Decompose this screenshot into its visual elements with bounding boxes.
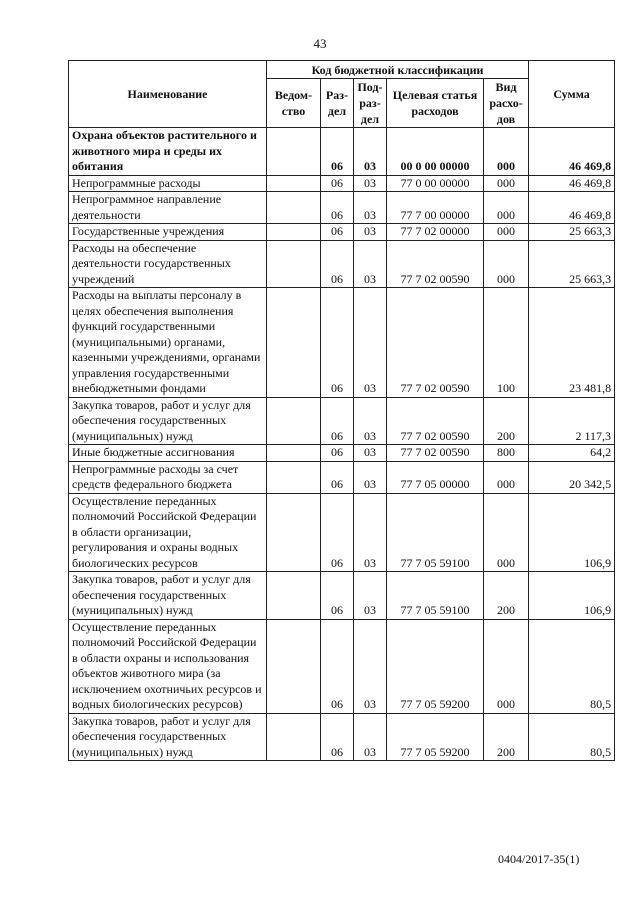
row-razdel: 06 — [321, 461, 354, 493]
header-sum: Сумма — [529, 61, 615, 128]
row-razdel: 06 — [321, 445, 354, 462]
row-name: Осуществление переданных полномочий Российской Федерации в области организации, регулирования и охраны водных биологических ресурсов — [69, 493, 267, 572]
row-name: Непрограммное направление деятельности — [69, 192, 267, 224]
row-podrazdel: 03 — [354, 175, 387, 192]
table-row — [69, 572, 615, 620]
row-razdel: 06 — [321, 397, 354, 445]
row-name: Закупка товаров, работ и услуг для обеспечения государственных (муниципальных) нужд — [69, 397, 267, 445]
row-vid: 000 — [484, 619, 529, 713]
header-vedomstvo: Ведом-ство — [267, 79, 321, 128]
row-razdel: 06 — [321, 619, 354, 713]
row-razdel: 06 — [321, 128, 354, 176]
row-sum: 2 117,3 — [529, 397, 615, 445]
row-podrazdel: 03 — [354, 461, 387, 493]
row-vedomstvo — [267, 461, 321, 493]
row-vedomstvo — [267, 572, 321, 620]
row-target: 77 7 00 00000 — [387, 192, 484, 224]
row-sum: 46 469,8 — [529, 175, 615, 192]
table-row — [69, 128, 615, 176]
row-vid: 200 — [484, 572, 529, 620]
row-target: 77 7 02 00590 — [387, 288, 484, 398]
row-podrazdel: 03 — [354, 288, 387, 398]
table-row — [69, 713, 615, 761]
row-razdel: 06 — [321, 493, 354, 572]
row-sum: 23 481,8 — [529, 288, 615, 398]
row-razdel: 06 — [321, 240, 354, 288]
row-razdel: 06 — [321, 572, 354, 620]
row-podrazdel: 03 — [354, 224, 387, 241]
row-vedomstvo — [267, 713, 321, 761]
row-name: Непрограммные расходы за счет средств федерального бюджета — [69, 461, 267, 493]
table-row — [69, 240, 615, 288]
row-target: 77 7 05 59200 — [387, 619, 484, 713]
row-target: 77 7 02 00000 — [387, 224, 484, 241]
row-vedomstvo — [267, 240, 321, 288]
row-target: 77 7 02 00590 — [387, 445, 484, 462]
row-vid: 100 — [484, 288, 529, 398]
row-podrazdel: 03 — [354, 572, 387, 620]
row-podrazdel: 03 — [354, 713, 387, 761]
row-target: 77 7 05 59200 — [387, 713, 484, 761]
row-name: Государственные учреждения — [69, 224, 267, 241]
row-sum: 80,5 — [529, 713, 615, 761]
page-number: 43 — [313, 36, 327, 51]
row-podrazdel: 03 — [354, 192, 387, 224]
header-podrazdel: Под-раз-дел — [354, 79, 387, 128]
row-vid: 000 — [484, 461, 529, 493]
row-vedomstvo — [267, 619, 321, 713]
row-vedomstvo — [267, 493, 321, 572]
row-vid: 800 — [484, 445, 529, 462]
row-target: 77 7 02 00590 — [387, 397, 484, 445]
table-row — [69, 192, 615, 224]
row-target: 77 0 00 00000 — [387, 175, 484, 192]
row-vedomstvo — [267, 397, 321, 445]
row-name: Осуществление переданных полномочий Российской Федерации в области охраны и использования объектов животного мира (за исключением охотничьих ресурсов и водных биологических ресурсов) — [69, 619, 267, 713]
table-row — [69, 224, 615, 241]
row-vid: 000 — [484, 224, 529, 241]
table-row — [69, 288, 615, 398]
table-row — [69, 461, 615, 493]
header-group: Код бюджетной классификации — [267, 61, 529, 79]
table-row — [69, 619, 615, 713]
row-target: 77 7 02 00590 — [387, 240, 484, 288]
row-sum: 25 663,3 — [529, 240, 615, 288]
row-vedomstvo — [267, 175, 321, 192]
row-vid: 000 — [484, 192, 529, 224]
row-name: Расходы на выплаты персоналу в целях обеспечения выполнения функций государственными (муниципальными) органами, казенными учреждениями, органами управления государственными внебюджетными фондами — [69, 288, 267, 398]
row-target: 77 7 05 59100 — [387, 572, 484, 620]
row-sum: 25 663,3 — [529, 224, 615, 241]
row-name: Непрограммные расходы — [69, 175, 267, 192]
row-razdel: 06 — [321, 175, 354, 192]
row-vid: 200 — [484, 713, 529, 761]
row-podrazdel: 03 — [354, 240, 387, 288]
row-podrazdel: 03 — [354, 619, 387, 713]
table-row — [69, 397, 615, 445]
row-name: Охрана объектов растительного и животного мира и среды их обитания — [69, 128, 267, 176]
row-sum: 46 469,8 — [529, 192, 615, 224]
table-row — [69, 175, 615, 192]
row-vid: 000 — [484, 493, 529, 572]
row-vedomstvo — [267, 288, 321, 398]
row-vid: 200 — [484, 397, 529, 445]
row-vid: 000 — [484, 240, 529, 288]
row-target: 00 0 00 00000 — [387, 128, 484, 176]
table-row — [69, 445, 615, 462]
row-sum: 46 469,8 — [529, 128, 615, 176]
row-name: Закупка товаров, работ и услуг для обеспечения государственных (муниципальных) нужд — [69, 713, 267, 761]
row-sum: 80,5 — [529, 619, 615, 713]
document-code: 0404/2017-35(1) — [498, 852, 580, 866]
row-vedomstvo — [267, 224, 321, 241]
row-razdel: 06 — [321, 224, 354, 241]
row-vedomstvo — [267, 192, 321, 224]
header-vid: Вид расхо-дов — [484, 79, 529, 128]
row-sum: 106,9 — [529, 572, 615, 620]
budget-table — [68, 60, 615, 761]
header-name: Наименование — [69, 61, 267, 128]
row-sum: 106,9 — [529, 493, 615, 572]
row-vedomstvo — [267, 128, 321, 176]
row-podrazdel: 03 — [354, 493, 387, 572]
row-razdel: 06 — [321, 713, 354, 761]
row-target: 77 7 05 00000 — [387, 461, 484, 493]
header-celevaya: Целевая статья расходов — [387, 79, 484, 128]
row-podrazdel: 03 — [354, 445, 387, 462]
header-razdel: Раз-дел — [321, 79, 354, 128]
row-name: Закупка товаров, работ и услуг для обеспечения государственных (муниципальных) нужд — [69, 572, 267, 620]
row-vedomstvo — [267, 445, 321, 462]
row-name: Иные бюджетные ассигнования — [69, 445, 267, 462]
row-name: Расходы на обеспечение деятельности государственных учреждений — [69, 240, 267, 288]
row-sum: 64,2 — [529, 445, 615, 462]
row-vid: 000 — [484, 128, 529, 176]
table-body — [69, 128, 615, 761]
row-podrazdel: 03 — [354, 128, 387, 176]
row-podrazdel: 03 — [354, 397, 387, 445]
row-sum: 20 342,5 — [529, 461, 615, 493]
table-row — [69, 493, 615, 572]
row-razdel: 06 — [321, 192, 354, 224]
row-razdel: 06 — [321, 288, 354, 398]
row-vid: 000 — [484, 175, 529, 192]
row-target: 77 7 05 59100 — [387, 493, 484, 572]
